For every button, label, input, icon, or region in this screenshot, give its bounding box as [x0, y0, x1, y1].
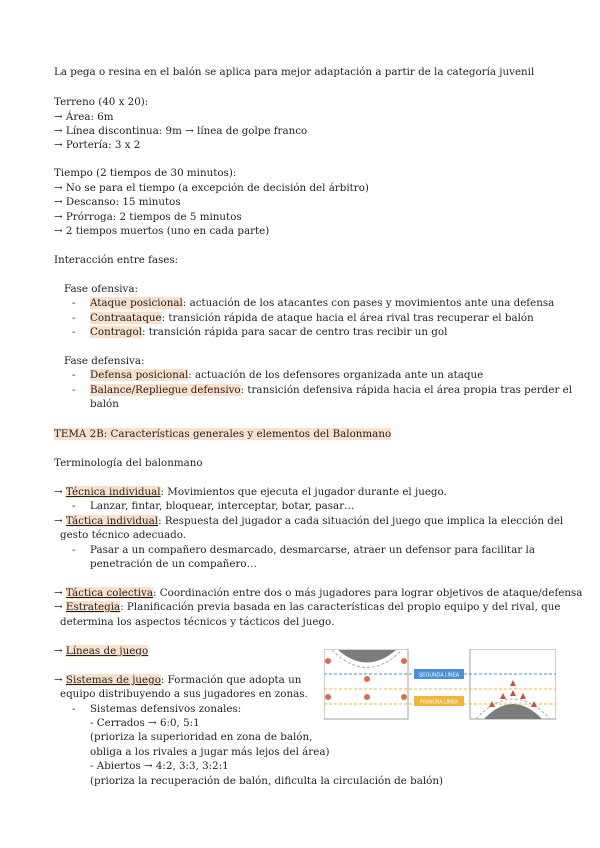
- bullet-dash: -: [72, 384, 76, 396]
- bullet-dash: -: [72, 326, 76, 338]
- tema-heading: TEMA 2B: Características generales y elementos del Balonmano: [54, 428, 392, 440]
- tiempo-title: Tiempo (2 tiempos de 30 minutos):: [54, 167, 237, 179]
- arrow-icon: →: [54, 515, 63, 527]
- fase-defensiva-item-cont: balón: [90, 398, 119, 410]
- player-marker: [401, 694, 407, 700]
- intro-text: La pega o resina en el balón se aplica para mejor adaptación a partir de la categoría juvenil: [54, 66, 535, 78]
- terreno-item: → Área: 6m: [54, 111, 114, 123]
- tactica-individual: → Táctica individual: Respuesta del jugador a cada situación del juego que implica la elección del: [54, 515, 564, 527]
- sistemas-line: - Cerrados → 6:0, 5:1: [90, 717, 200, 729]
- terreno-item: → Línea discontinua: 9m → línea de golpe franco: [54, 125, 308, 137]
- bullet-dash: -: [72, 312, 76, 324]
- arrow-icon: →: [54, 139, 63, 151]
- tactica-colectiva: → Táctica colectiva: Coordinación entre dos o más jugadores para lograr objetivos de ataque/defensa: [54, 587, 583, 599]
- segunda-linea-label: SEGUNDA LÍNEA: [418, 672, 460, 679]
- terminologia-title: Terminología del balonmano: [54, 457, 203, 469]
- primera-linea-label: PRIMERA LÍNEA: [419, 699, 459, 706]
- arrow-icon: →: [54, 674, 63, 686]
- player-marker: [401, 658, 407, 664]
- arrow-icon: →: [54, 211, 63, 223]
- fase-ofensiva-item: Contragol: transición rápida para sacar de centro tras recibir un gol: [90, 326, 448, 338]
- sistemas-cont: equipo distribuyendo a sus jugadores en zonas.: [60, 688, 308, 700]
- estrategia: → Estrategia: Planificación previa basada en las características del propio equipo y del rival, que: [54, 601, 561, 613]
- tactica-individual-cont: gesto técnico adecuado.: [60, 529, 186, 541]
- tecnica-individual: → Técnica individual: Movimientos que ejecuta el jugador durante el juego.: [54, 486, 447, 498]
- arrow-icon: →: [54, 196, 63, 208]
- arrow-icon: →: [54, 225, 63, 237]
- bullet-dash: -: [72, 703, 76, 715]
- bullet-dash: -: [72, 369, 76, 381]
- terreno-item: → Portería: 3 x 2: [54, 139, 141, 151]
- fase-defensiva-item: Defensa posicional: actuación de los defensores organizada ante un ataque: [90, 369, 484, 381]
- arrow-icon: →: [54, 486, 63, 498]
- tecnica-individual-sub: Lanzar, fintar, bloquear, interceptar, botar, pasar…: [90, 500, 355, 512]
- tiempo-item: → Prórroga: 2 tiempos de 5 minutos: [54, 211, 242, 223]
- terreno-title: Terreno (40 x 20):: [54, 96, 149, 108]
- player-marker: [325, 658, 331, 664]
- arrow-icon: →: [54, 587, 63, 599]
- arrow-icon: →: [54, 182, 63, 194]
- court-diagram: [324, 649, 556, 721]
- lineas-de-juego: → Líneas de juego: [54, 645, 149, 657]
- fase-ofensiva-item: Ataque posicional: actuación de los atacantes con pases y movimientos ante una defensa: [90, 297, 555, 309]
- sistemas-line: (prioriza la recuperación de balón, dificulta la circulación de balón): [90, 775, 443, 787]
- arrow-icon: →: [54, 111, 63, 123]
- player-marker: [325, 694, 331, 700]
- arrow-icon: →: [54, 645, 63, 657]
- fase-ofensiva-title: Fase ofensiva:: [64, 283, 138, 295]
- fase-defensiva-title: Fase defensiva:: [64, 355, 145, 367]
- sistemas-de-juego: → Sistemas de juego: Formación que adopta un: [54, 674, 302, 686]
- sistemas-line: obliga a los rivales a jugar más lejos del área): [90, 746, 330, 758]
- sistemas-line: - Abiertos → 4:2, 3:3, 3:2:1: [90, 760, 229, 772]
- fase-defensiva-item: Balance/Repliegue defensivo: transición defensiva rápida hacia el área propia tras perder el: [90, 384, 573, 396]
- estrategia-cont: determina los aspectos técnicos y tácticos del juego.: [60, 616, 335, 628]
- arrow-icon: →: [54, 601, 63, 613]
- sistemas-sub: Sistemas defensivos zonales:: [90, 703, 242, 715]
- tactica-individual-sub: penetración de un compañero…: [90, 558, 257, 570]
- tiempo-item: → Descanso: 15 minutos: [54, 196, 181, 208]
- arrow-icon: →: [54, 125, 63, 137]
- player-marker: [364, 694, 370, 700]
- lineas-juego-diagram: [324, 649, 556, 724]
- tiempo-item: → 2 tiempos muertos (uno en cada parte): [54, 225, 270, 237]
- interaccion-title: Interacción entre fases:: [54, 254, 179, 266]
- player-marker: [364, 676, 370, 682]
- fase-ofensiva-item: Contraataque: transición rápida de ataque hacia el área rival tras recuperar el balón: [90, 312, 534, 324]
- sistemas-line: (prioriza la superioridad en zona de balón,: [90, 731, 313, 743]
- bullet-dash: -: [72, 544, 76, 556]
- tactica-individual-sub: Pasar a un compañero desmarcado, desmarcarse, atraer un defensor para facilitar la: [90, 544, 535, 556]
- bullet-dash: -: [72, 297, 76, 309]
- bullet-dash: -: [72, 500, 76, 512]
- tiempo-item: → No se para el tiempo (a excepción de decisión del árbitro): [54, 182, 369, 194]
